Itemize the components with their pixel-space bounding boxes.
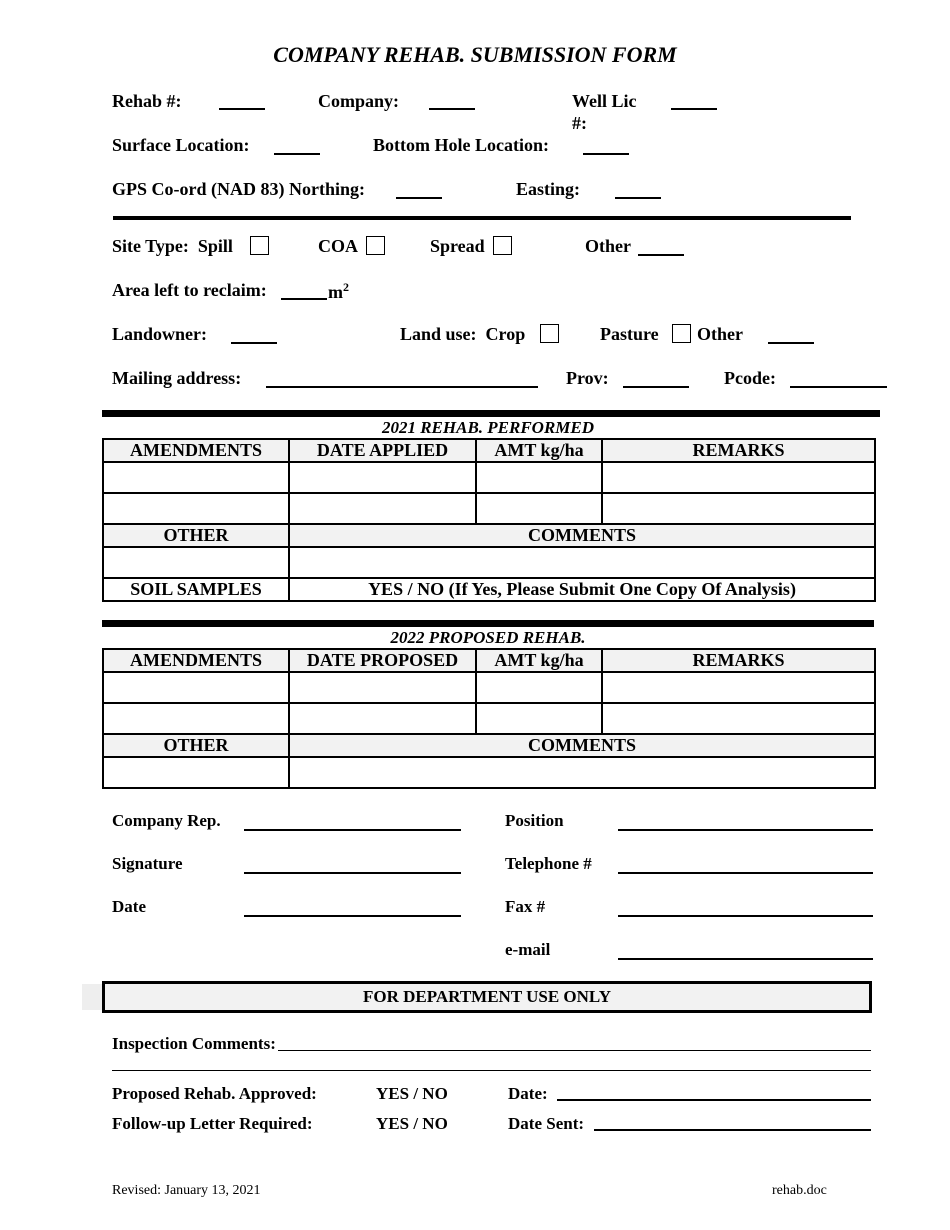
inspection-comments-field[interactable] [278, 1050, 871, 1051]
other-site-field[interactable] [638, 254, 684, 256]
col-remarks: REMARKS [602, 649, 875, 672]
area-field[interactable] [281, 298, 327, 300]
email-field[interactable] [618, 958, 873, 960]
other-header: OTHER [103, 734, 289, 757]
table-cell[interactable] [602, 672, 875, 703]
table-row [103, 462, 875, 493]
table-cell[interactable] [476, 462, 602, 493]
table-cell[interactable] [602, 462, 875, 493]
crop-checkbox[interactable] [540, 324, 559, 343]
table-cell[interactable] [602, 703, 875, 734]
banner-shade [82, 984, 104, 1010]
telephone-label: Telephone # [505, 854, 592, 873]
rehab-2022-caption: 2022 PROPOSED REHAB. [390, 628, 586, 647]
table-cell[interactable] [476, 672, 602, 703]
coa-checkbox[interactable] [366, 236, 385, 255]
spread-checkbox[interactable] [493, 236, 512, 255]
other-header: OTHER [103, 524, 289, 547]
well-lic-field[interactable] [671, 108, 717, 110]
approved-yes-no[interactable]: YES / NO [376, 1084, 448, 1103]
comments-cell[interactable] [289, 547, 875, 578]
table-cell[interactable] [476, 703, 602, 734]
easting-field[interactable] [615, 197, 661, 199]
table-row [103, 757, 875, 788]
coa-label: COA [318, 236, 358, 256]
signature-field[interactable] [244, 872, 461, 874]
signature-label: Signature [112, 854, 183, 873]
pasture-checkbox[interactable] [672, 324, 691, 343]
pasture-label: Pasture [600, 324, 659, 344]
table-row [103, 493, 875, 524]
land-use-label: Land use: Crop [400, 324, 526, 344]
surface-location-label: Surface Location: [112, 135, 250, 155]
col-date-proposed: DATE PROPOSED [289, 649, 476, 672]
position-label: Position [505, 811, 564, 830]
col-amendments: AMENDMENTS [103, 649, 289, 672]
file-name: rehab.doc [772, 1183, 827, 1198]
soil-samples-label: SOIL SAMPLES [103, 578, 289, 601]
prov-field[interactable] [623, 386, 689, 388]
rehab-number-label: Rehab #: [112, 91, 182, 111]
mailing-address-label: Mailing address: [112, 368, 242, 388]
comments-header: COMMENTS [289, 524, 875, 547]
table-cell[interactable] [103, 703, 289, 734]
easting-label: Easting: [516, 179, 581, 199]
table-cell[interactable] [289, 672, 476, 703]
section-divider-thick [102, 620, 874, 627]
rehab-2022-table [102, 648, 876, 789]
date-label: Date [112, 897, 146, 916]
table-row [103, 547, 875, 578]
date-sent-label: Date Sent: [508, 1114, 585, 1133]
section-divider [113, 216, 851, 220]
well-lic-label-hash: #: [572, 113, 587, 133]
table-cell[interactable] [103, 547, 289, 578]
rehab-number-field[interactable] [219, 108, 265, 110]
company-field[interactable] [429, 108, 475, 110]
followup-label: Follow-up Letter Required: [112, 1114, 313, 1133]
inspection-comments-field-2[interactable] [112, 1070, 871, 1071]
table-cell[interactable] [289, 493, 476, 524]
rehab-2021-caption: 2021 REHAB. PERFORMED [381, 418, 595, 437]
date-field[interactable] [244, 915, 461, 917]
landowner-field[interactable] [231, 342, 277, 344]
email-label: e-mail [505, 940, 551, 959]
col-amendments: AMENDMENTS [103, 439, 289, 462]
col-date-applied: DATE APPLIED [289, 439, 476, 462]
inspection-comments-label: Inspection Comments: [112, 1034, 276, 1053]
fax-field[interactable] [618, 915, 873, 917]
telephone-field[interactable] [618, 872, 873, 874]
spill-checkbox[interactable] [250, 236, 269, 255]
proposed-approved-label: Proposed Rehab. Approved: [112, 1084, 317, 1103]
surface-location-field[interactable] [274, 153, 320, 155]
mailing-address-field[interactable] [266, 386, 538, 388]
area-unit: $m^2$ [328, 280, 349, 302]
page-title: COMPANY REHAB. SUBMISSION FORM [273, 42, 677, 67]
table-row [103, 703, 875, 734]
col-amt: AMT kg/ha [476, 439, 602, 462]
table-cell[interactable] [289, 703, 476, 734]
soil-samples-text: YES / NO (If Yes, Please Submit One Copy Of Analysis) [289, 578, 875, 601]
table-cell[interactable] [103, 462, 289, 493]
approved-date-label: Date: [508, 1084, 548, 1103]
site-type-label: Site Type: Spill [112, 236, 233, 256]
table-cell[interactable] [103, 672, 289, 703]
gps-northing-label: GPS Co-ord (NAD 83) Northing: [112, 179, 365, 199]
table-row [103, 672, 875, 703]
date-sent-field[interactable] [594, 1129, 871, 1131]
table-cell[interactable] [103, 493, 289, 524]
approved-date-field[interactable] [557, 1099, 871, 1101]
pcode-field[interactable] [790, 386, 887, 388]
bottom-hole-field[interactable] [583, 153, 629, 155]
company-rep-label: Company Rep. [112, 811, 221, 830]
position-field[interactable] [618, 829, 873, 831]
rehab-2021-table [102, 438, 876, 602]
table-cell[interactable] [476, 493, 602, 524]
col-remarks: REMARKS [602, 439, 875, 462]
table-cell[interactable] [103, 757, 289, 788]
company-label: Company: [318, 91, 400, 111]
table-cell[interactable] [602, 493, 875, 524]
pcode-label: Pcode: [724, 368, 776, 388]
bottom-hole-label: Bottom Hole Location: [373, 135, 549, 155]
section-divider-thick [102, 410, 880, 417]
other-land-use-label: Other [697, 324, 743, 344]
prov-label: Prov: [566, 368, 609, 388]
fax-label: Fax # [505, 897, 546, 916]
revised-date: Revised: January 13, 2021 [112, 1183, 261, 1198]
comments-cell[interactable] [289, 757, 875, 788]
other-site-label: Other [585, 236, 631, 256]
department-use-banner: FOR DEPARTMENT USE ONLY [102, 981, 872, 1013]
company-rep-field[interactable] [244, 829, 461, 831]
table-cell[interactable] [289, 462, 476, 493]
col-amt: AMT kg/ha [476, 649, 602, 672]
gps-northing-field[interactable] [396, 197, 442, 199]
spread-label: Spread [430, 236, 485, 256]
other-land-use-field[interactable] [768, 342, 814, 344]
well-lic-label: Well Lic [572, 91, 637, 111]
area-label: Area left to reclaim: [112, 280, 267, 300]
followup-yes-no[interactable]: YES / NO [376, 1114, 448, 1133]
landowner-label: Landowner: [112, 324, 208, 344]
comments-header: COMMENTS [289, 734, 875, 757]
